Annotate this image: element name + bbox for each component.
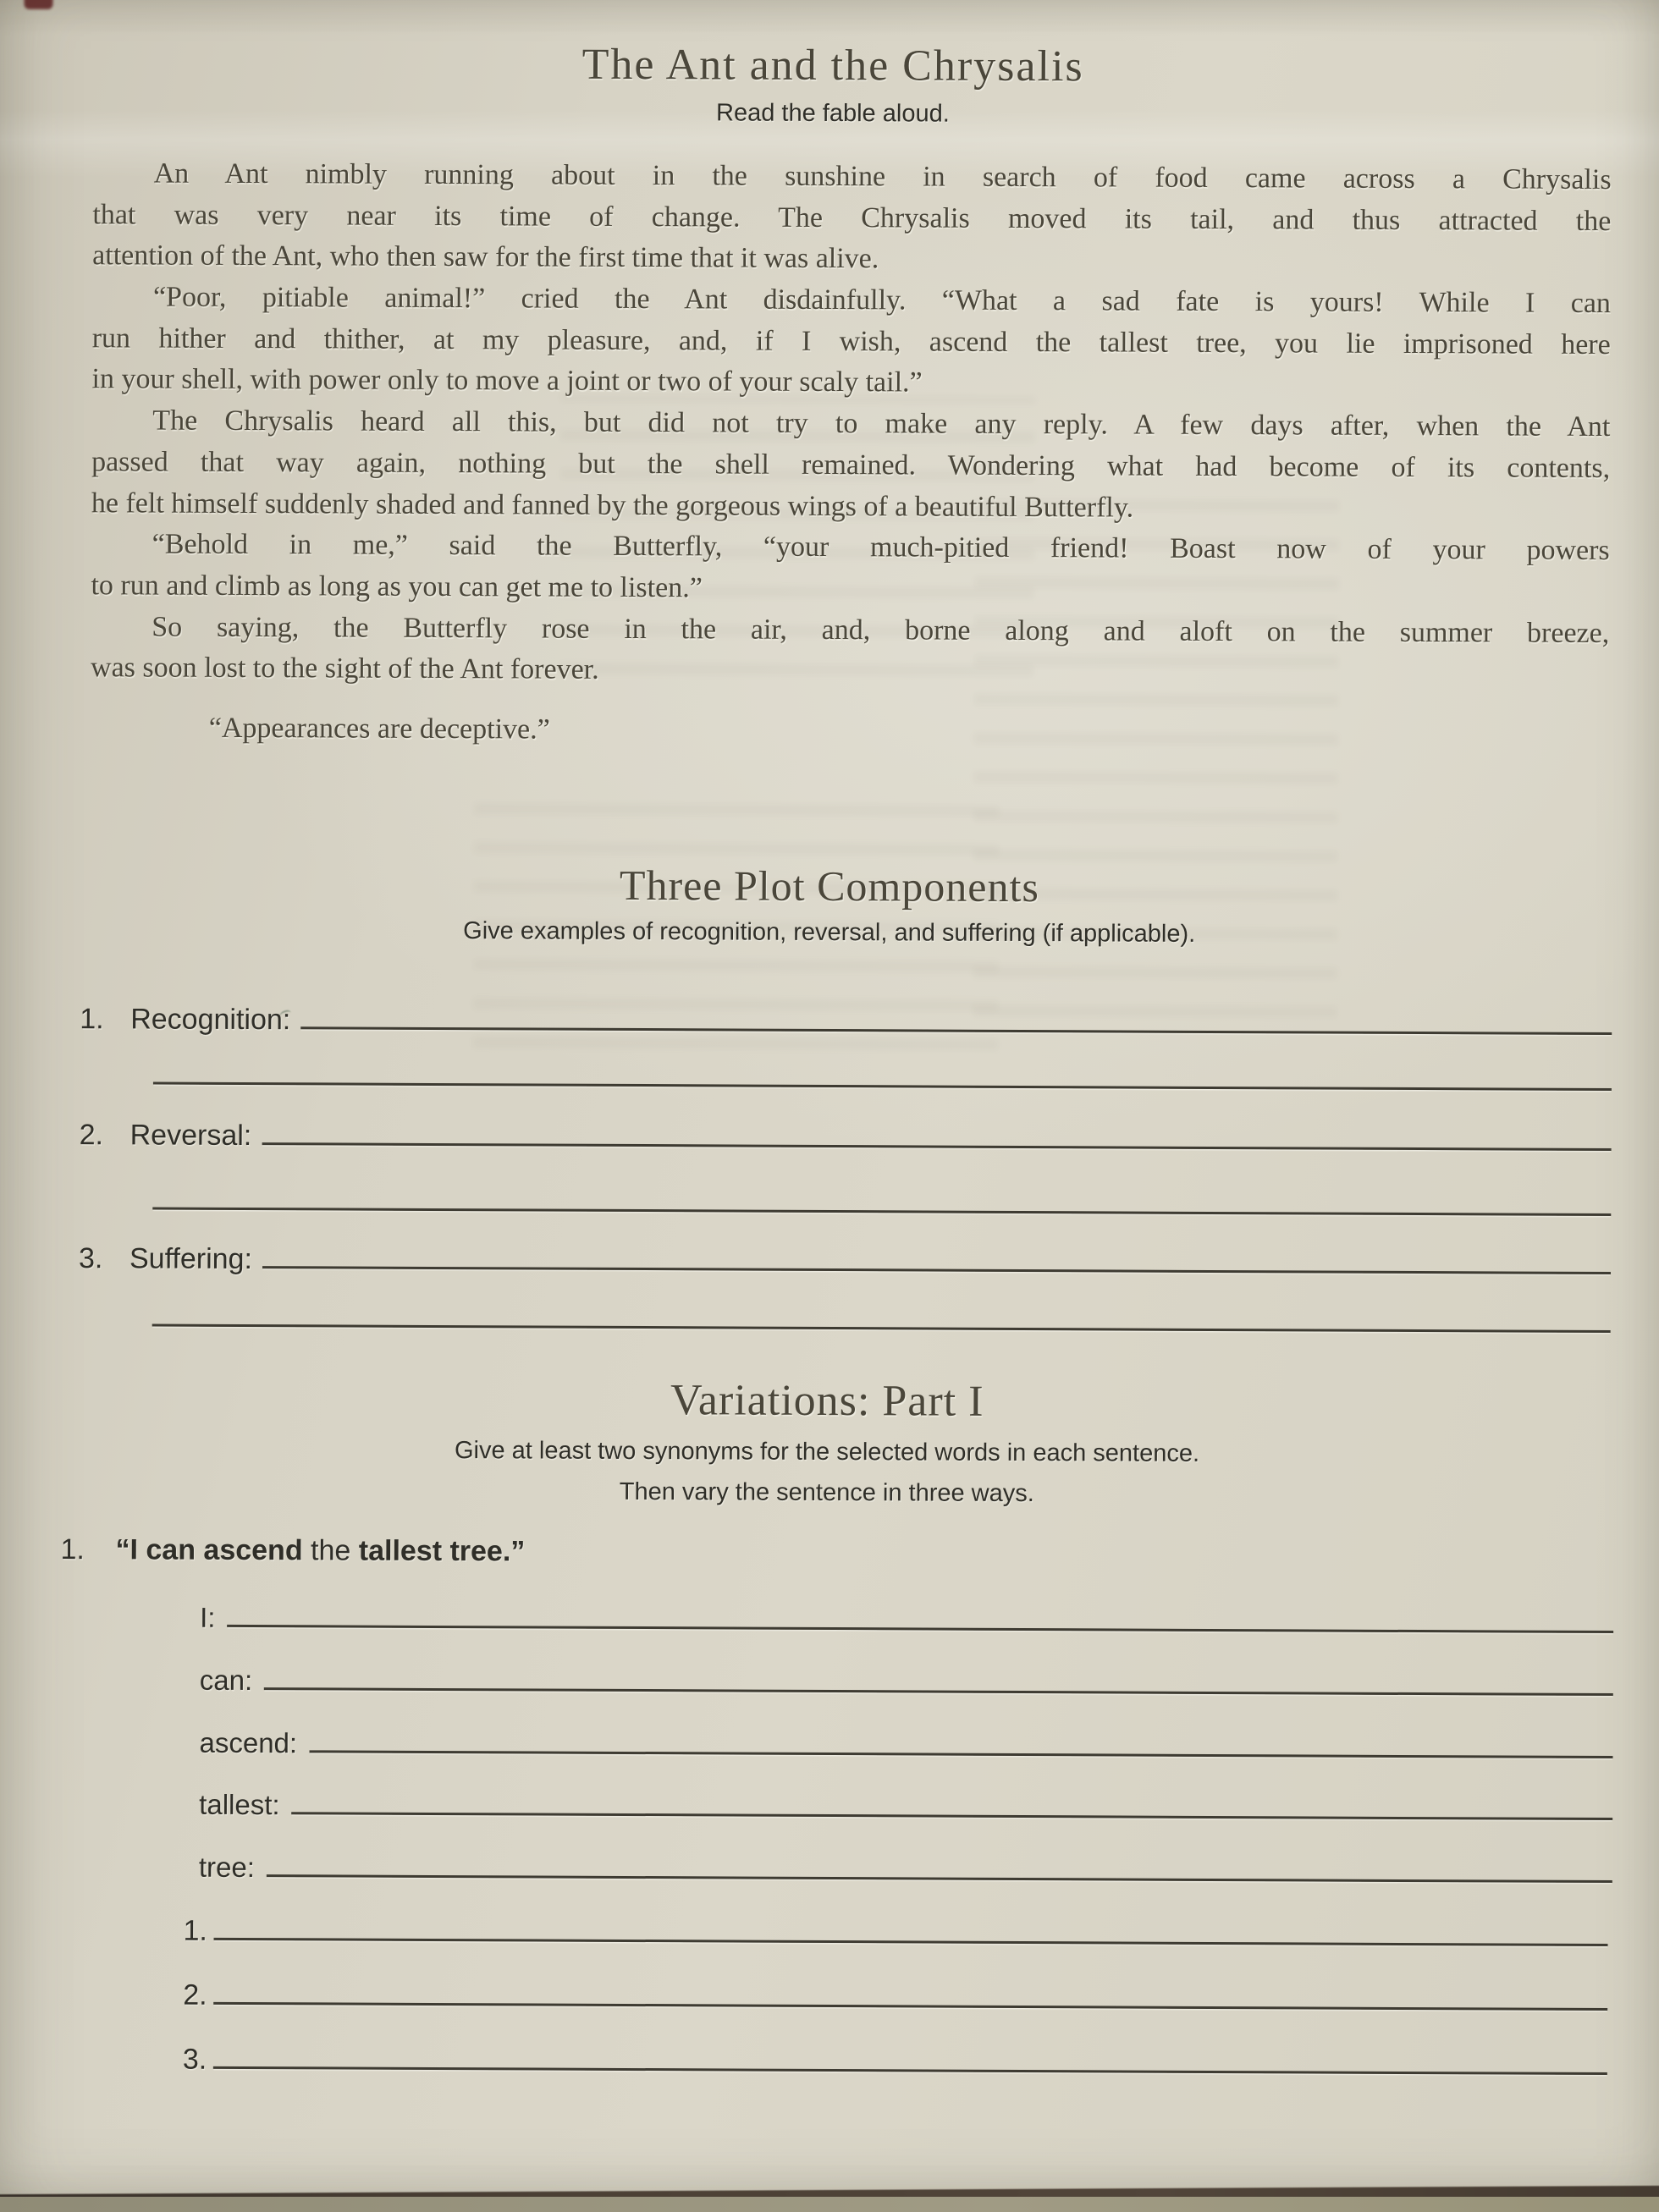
sentence-regular-segment: the	[302, 1534, 359, 1567]
answer-blank-line	[214, 2002, 1608, 2011]
synonym-blank-tallest	[199, 1786, 1612, 1830]
answer-blank-line	[214, 1938, 1608, 1946]
answer-blank-line	[227, 1625, 1613, 1633]
fable-line: passed that way again, nothing but the shell remained. Wondering what had become of its contents,	[91, 446, 1611, 484]
sentence-text	[115, 1530, 525, 1571]
synonym-blank-ascend	[199, 1725, 1612, 1768]
fable-moral: “Appearances are deceptive.”	[208, 712, 550, 746]
answer-blank-line	[300, 1026, 1612, 1035]
fable-line: run hither and thither, at my pleasure, and, if I wish, ascend the tallest tree, you lie imprisoned here	[91, 322, 1611, 360]
variation-blank-3	[183, 2040, 1607, 2085]
answer-blank-line	[292, 1812, 1613, 1820]
plot-components-title: Three Plot Components	[619, 861, 1040, 911]
sentence-bold-segment: .”	[502, 1535, 526, 1568]
item-number: 2.	[79, 1119, 104, 1152]
item-label: Recognition:	[130, 1003, 291, 1037]
plot-item-recognition	[80, 999, 1612, 1045]
variations-subtitle-2: Then vary the sentence in three ways.	[619, 1477, 1034, 1508]
answer-blank-line	[309, 1750, 1612, 1758]
answer-blank-line	[262, 1266, 1611, 1274]
page-instruction: Read the fable aloud.	[716, 99, 950, 128]
plot-item-reversal	[80, 1115, 1612, 1161]
variation-blank-1	[183, 1912, 1607, 1956]
variations-title: Variations: Part I	[670, 1376, 984, 1426]
answer-blank-line	[153, 1082, 1612, 1092]
item-number: 1.	[80, 1003, 104, 1036]
fable-line: attention of the Ant, who then saw for the first time that it was alive.	[92, 239, 879, 275]
answer-blank-line	[152, 1208, 1611, 1217]
synonym-blank-can	[200, 1662, 1613, 1705]
word-label: I:	[200, 1601, 216, 1633]
red-corner-mark	[24, 0, 52, 9]
fable-line: “Behold in me,” said the Butterfly, “your much-pitied friend! Boast now of your powers	[152, 528, 1610, 567]
item-label: Reversal:	[130, 1119, 252, 1153]
page-title: The Ant and the Chrysalis	[581, 40, 1084, 91]
answer-blank-line	[213, 2066, 1607, 2075]
synonym-blank-tree	[199, 1849, 1612, 1892]
fable-line: he felt himself suddenly shaded and fanned by the gorgeous wings of a beautiful Butterfly.	[91, 487, 1134, 524]
word-label: tallest:	[199, 1788, 280, 1821]
variation-sentence	[60, 1530, 1609, 1576]
word-label: tree:	[198, 1851, 256, 1884]
fable-line: So saying, the Butterfly rose in the air, and, borne along and aloft on the summer breeze,	[152, 611, 1610, 649]
variation-blank-2	[183, 1976, 1607, 2021]
fable-line: “Poor, pitiable animal!” cried the Ant disdainfully. “What a sad fate is yours! While I can	[152, 281, 1612, 320]
fable-text	[91, 153, 1612, 696]
synonym-blank-I	[200, 1599, 1613, 1642]
word-label: ascend:	[199, 1726, 298, 1759]
fable-line: An Ant nimbly running about in the sunshine in search of food came across a Chrysalis	[153, 157, 1612, 196]
table-surface	[0, 2197, 1659, 2212]
blank-number: 2.	[183, 1978, 207, 2011]
item-number: 3.	[78, 1242, 103, 1275]
answer-blank-line	[152, 1324, 1611, 1334]
answer-blank-line	[264, 1687, 1613, 1696]
plot-components-subtitle: Give examples of recognition, reversal, and suffering (if applicable).	[463, 917, 1196, 948]
fable-line: was soon lost to the sight of the Ant forever.	[90, 652, 599, 686]
item-label: Suffering:	[129, 1242, 253, 1276]
sentence-bold-segment: tallest tree	[358, 1534, 503, 1568]
blank-number: 3.	[182, 2043, 207, 2076]
fable-line: The Chrysalis heard all this, but did not try to make any reply. A few days after, when the Ant	[152, 404, 1611, 443]
word-label: can:	[199, 1664, 253, 1697]
fable-line: to run and climb as long as you can get me to listen.”	[91, 570, 703, 604]
sentence-number: 1.	[60, 1533, 85, 1566]
variations-subtitle-1: Give at least two synonyms for the selected words in each sentence.	[454, 1437, 1200, 1467]
plot-item-suffering	[79, 1239, 1611, 1285]
blank-number: 1.	[183, 1914, 208, 1947]
answer-blank-line	[262, 1142, 1611, 1151]
answer-blank-line	[267, 1874, 1612, 1883]
sentence-bold-segment: “I can ascend	[115, 1533, 303, 1567]
fable-line: in your shell, with power only to move a joint or two of your scaly tail.”	[91, 363, 923, 399]
fable-line: that was very near its time of change. The Chrysalis moved its tail, and thus attracted the	[92, 198, 1612, 237]
